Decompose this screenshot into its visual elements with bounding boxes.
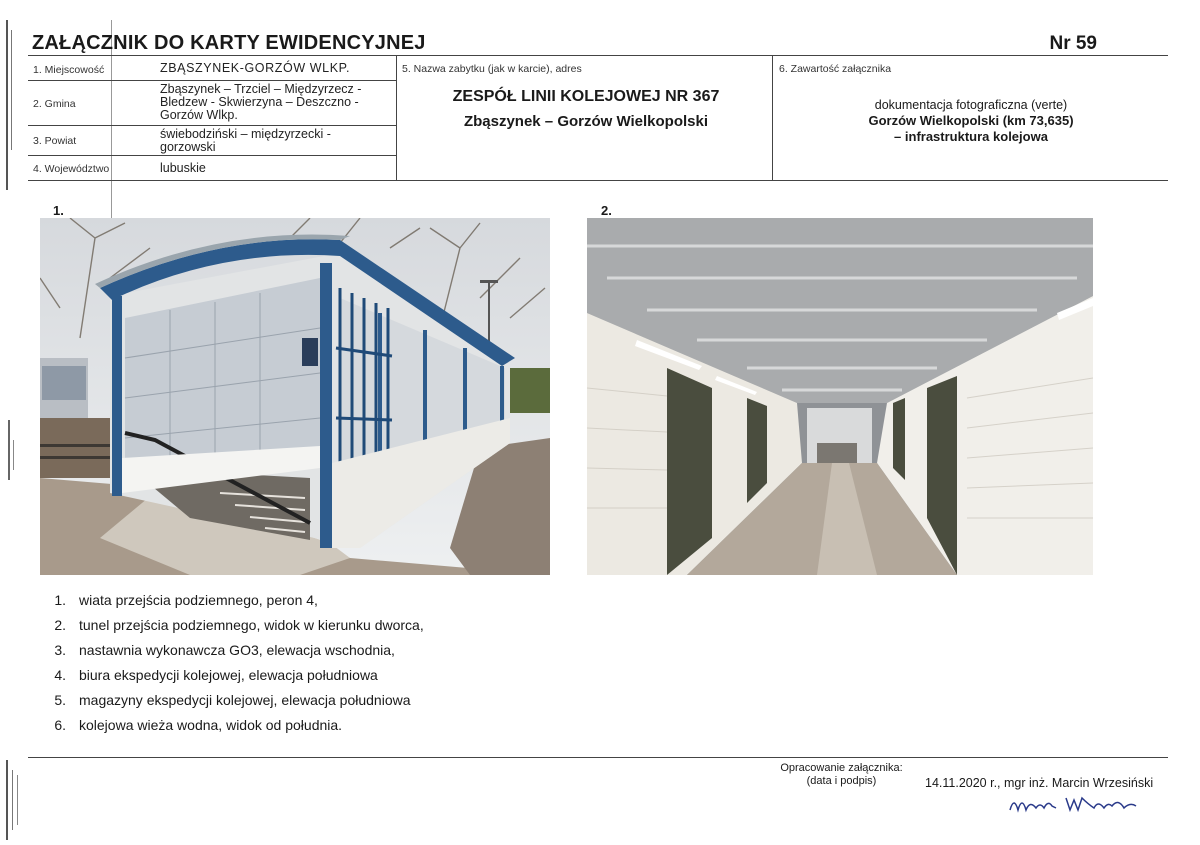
attachment-label: 6. Zawartość załącznika xyxy=(779,63,892,75)
attachment-description: dokumentacja fotograficzna (verte) xyxy=(874,98,1068,112)
meta-row-divider xyxy=(28,155,396,156)
page-title: ZAŁĄCZNIK DO KARTY EWIDENCYJNEJ xyxy=(32,32,426,54)
monument-title: ZESPÓŁ LINII KOLEJOWEJ NR 367 xyxy=(452,88,720,105)
meta-row-divider xyxy=(28,80,396,81)
prepared-date-author: 14.11.2020 r., mgr inż. Marcin Wrzesiński xyxy=(925,776,1154,790)
photo-number: 1. xyxy=(53,203,64,218)
caption-number: 5. xyxy=(54,692,66,708)
locality-label: 1. Miejscowość xyxy=(33,64,105,76)
caption-number: 3. xyxy=(54,642,66,658)
locality-value: ZBĄSZYNEK-GORZÓW WLKP. xyxy=(160,61,351,75)
column-divider xyxy=(772,55,773,181)
voivodeship-label: 4. Województwo xyxy=(33,163,110,175)
county-value-line: świebodziński – międzyrzecki - xyxy=(160,127,331,141)
commune-value-line: Gorzów Wlkp. xyxy=(160,108,238,122)
caption-number: 6. xyxy=(54,717,66,733)
prepared-by-label-line: Opracowanie załącznika: xyxy=(780,762,903,774)
tunnel-photo xyxy=(587,218,1093,575)
county-label: 3. Powiat xyxy=(33,135,77,147)
caption-text: biura ekspedycji kolejowej, elewacja południowa xyxy=(79,667,378,683)
footer-rule xyxy=(28,757,1168,758)
commune-value-line: Zbąszynek – Trzciel – Międzyrzecz - xyxy=(160,82,362,96)
meta-row-divider xyxy=(28,125,396,126)
caption-text: kolejowa wieża wodna, widok od południa. xyxy=(79,717,343,733)
caption-number: 2. xyxy=(54,617,66,633)
caption-text: magazyny ekspedycji kolejowej, elewacja południowa xyxy=(79,692,411,708)
attachment-location: Gorzów Wielkopolski (km 73,635) xyxy=(868,113,1074,128)
caption-text: nastawnia wykonawcza GO3, elewacja wschodnia, xyxy=(79,642,395,658)
header-rule xyxy=(28,55,1168,56)
prepared-by-label xyxy=(779,762,904,788)
table-bottom-rule xyxy=(28,180,1168,181)
handwritten-signature xyxy=(1008,790,1148,818)
attachment-subject: – infrastruktura kolejowa xyxy=(894,129,1048,144)
column-divider xyxy=(396,55,397,181)
sheet-number: Nr 59 xyxy=(1049,33,1097,54)
shelter-photo xyxy=(40,218,550,575)
scan-edge-marks xyxy=(0,0,24,845)
monument-subtitle: Zbąszynek – Gorzów Wielkopolski xyxy=(463,113,709,130)
photo-number: 2. xyxy=(601,203,612,218)
county-value-line: gorzowski xyxy=(160,140,216,154)
prepared-by-label-line: (data i podpis) xyxy=(806,775,877,787)
monument-label: 5. Nazwa zabytku (jak w karcie), adres xyxy=(402,63,582,75)
caption-number: 1. xyxy=(54,592,66,608)
caption-text: wiata przejścia podziemnego, peron 4, xyxy=(79,592,318,608)
caption-text: tunel przejścia podziemnego, widok w kierunku dworca, xyxy=(79,617,424,633)
commune-label: 2. Gmina xyxy=(33,98,76,110)
voivodeship-value: lubuskie xyxy=(160,161,206,175)
caption-number: 4. xyxy=(54,667,66,683)
commune-value-line: Bledzew - Skwierzyna – Deszczno - xyxy=(160,95,359,109)
